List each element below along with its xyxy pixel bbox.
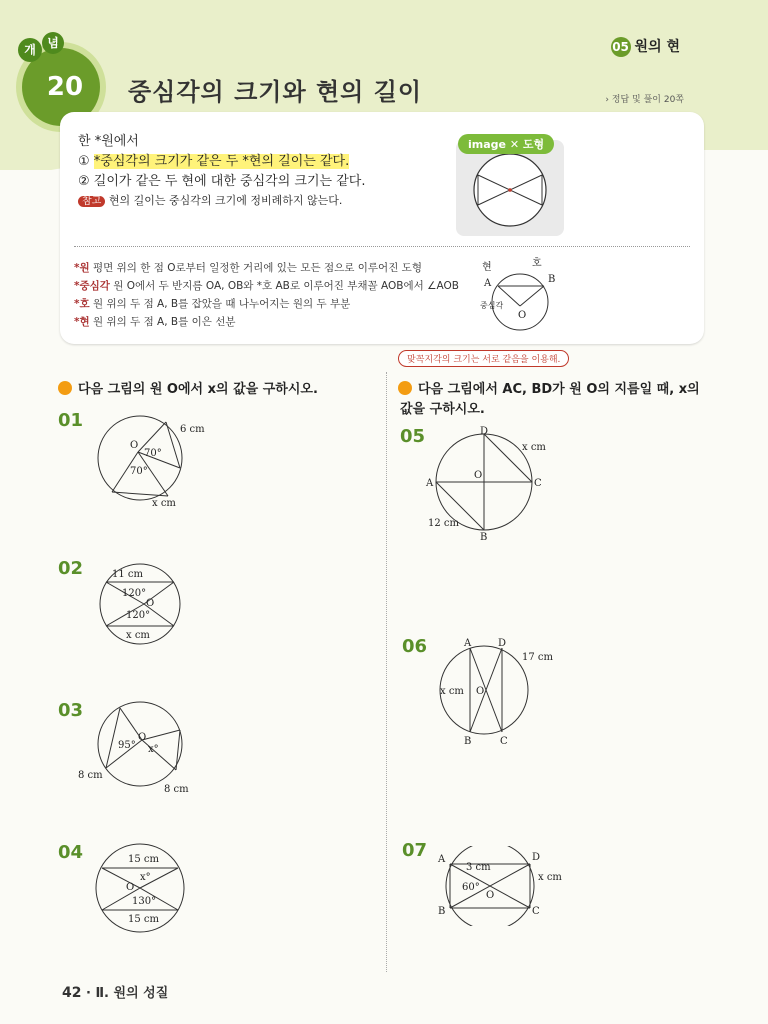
label: 6 cm: [180, 424, 205, 435]
label: x cm: [440, 686, 464, 697]
problem-number: 06: [402, 636, 428, 657]
page-footer: [62, 982, 168, 1001]
section-label: [611, 36, 680, 57]
label: 15 cm: [128, 914, 159, 925]
definition-text: 원 위의 두 점 A, B를 이은 선분: [92, 316, 236, 328]
instruction-text: 다음 그림에서 AC, BD가 원 O의 지름일 때, x의: [418, 382, 700, 397]
label-chord: 현: [482, 262, 492, 273]
label: A: [426, 478, 434, 489]
label: x cm: [538, 872, 562, 883]
label: 120°: [126, 610, 151, 621]
label: B: [480, 532, 488, 542]
problem-number: 05: [400, 426, 426, 447]
label: 70°: [130, 466, 148, 477]
rule-1-marker: ①: [78, 154, 90, 169]
label: A: [464, 638, 472, 649]
concept-box: [60, 112, 704, 344]
label: 70°: [144, 448, 162, 459]
rule-2: ② 길이가 같은 두 현에 대한 중심각의 크기는 같다.: [78, 174, 366, 189]
label-o: O: [518, 310, 527, 321]
label: x°: [148, 744, 159, 755]
problem-number: 04: [58, 842, 84, 863]
label: O: [130, 440, 139, 451]
definition-central-angle: [74, 278, 459, 293]
label: x cm: [152, 498, 176, 509]
left-instruction: [58, 378, 318, 397]
label: D: [498, 638, 507, 649]
label: 130°: [132, 896, 157, 907]
label: x cm: [522, 442, 546, 453]
problem-01-figure: [88, 410, 218, 510]
definition-arc: [74, 296, 350, 311]
rule-1-text: *중심각의 크기가 같은 두 *현의 길이는 같다.: [93, 154, 350, 169]
definition-chord: [74, 314, 236, 329]
term: *현: [74, 316, 90, 328]
label: 8 cm: [164, 784, 189, 795]
problem-06-figure: [436, 636, 566, 748]
term: *중심각: [74, 280, 110, 292]
badge-char-1: 개: [18, 38, 42, 62]
problem-02-figure: [88, 560, 198, 650]
label: C: [534, 478, 542, 489]
image-diagram: [456, 140, 564, 236]
problem-03-figure: [76, 700, 196, 800]
label: B: [438, 906, 446, 917]
column-divider: [386, 372, 387, 972]
note-text: 현의 길이는 중심각의 크기에 정비례하지 않는다.: [108, 194, 343, 207]
right-instruction-cont: 값을 구하시오.: [400, 402, 485, 417]
problem-07-figure: [432, 846, 572, 926]
label: D: [480, 426, 489, 437]
section-number: 05: [611, 37, 631, 57]
image-tag: image ✕ 도형: [458, 134, 554, 154]
label: 17 cm: [522, 652, 553, 663]
label-arc: 호: [532, 258, 542, 269]
badge-char-2: 념: [42, 32, 64, 54]
label-b: B: [548, 274, 556, 285]
label: 11 cm: [112, 569, 143, 580]
definition-text: 원 O에서 두 반지름 OA, OB와 *호 AB로 이루어진 부채꼴 AOB에서 ∠AOB: [113, 280, 460, 292]
problem-number: 03: [58, 700, 84, 721]
definition-text: 평면 위의 한 점 O로부터 일정한 거리에 있는 모든 점으로 이루어진 도형: [92, 262, 422, 274]
orange-bullet: [398, 381, 412, 395]
orange-bullet: [58, 381, 72, 395]
label: O: [126, 882, 135, 893]
term: *원: [74, 262, 90, 274]
label: 120°: [122, 588, 147, 599]
divider-line: [74, 246, 690, 247]
problem-number: 07: [402, 840, 428, 861]
chord-arc-diagram: [476, 252, 568, 336]
label-a: A: [484, 278, 492, 289]
concept-intro: 한 *원에서: [78, 134, 139, 149]
label: 95°: [118, 740, 136, 751]
image-panel: [456, 140, 564, 236]
term: *호: [74, 298, 90, 310]
right-instruction: [398, 378, 700, 397]
label: 15 cm: [128, 854, 159, 865]
chapter-label: · Ⅱ. 원의 성질: [86, 986, 169, 1001]
hint-pill: 맞꼭지각의 크기는 서로 같음을 이용해.: [398, 350, 569, 367]
answer-reference: › 정답 및 풀이 20쪽: [605, 95, 684, 105]
definition-circle: [74, 260, 422, 275]
problem-number: 02: [58, 558, 84, 579]
label: 8 cm: [78, 770, 103, 781]
label: 60°: [462, 882, 480, 893]
label: D: [532, 852, 541, 863]
label: C: [500, 736, 508, 747]
label: O: [138, 732, 147, 743]
note: [78, 192, 342, 208]
label-central-angle: 중심각: [480, 301, 504, 310]
label: O: [146, 598, 155, 609]
label: 3 cm: [466, 862, 491, 873]
label: 12 cm: [428, 518, 459, 529]
section-text: 원의 현: [634, 39, 680, 55]
problem-05-figure: [422, 424, 562, 542]
label: C: [532, 906, 540, 917]
label: B: [464, 736, 472, 747]
label: O: [486, 890, 495, 901]
page-number: 42: [62, 985, 82, 1001]
note-label: 참고: [78, 196, 105, 207]
definition-text: 원 위의 두 점 A, B를 잡았을 때 나누어지는 원의 두 부분: [92, 298, 351, 310]
problem-number: 01: [58, 410, 84, 431]
concept-number: 20: [46, 72, 84, 102]
instruction-text: 다음 그림의 원 O에서 x의 값을 구하시오.: [78, 382, 318, 397]
page-title: 중심각의 크기와 현의 길이: [128, 78, 423, 106]
label: x°: [140, 872, 151, 883]
problem-04-figure: [88, 842, 198, 938]
label: O: [474, 470, 483, 481]
label: x cm: [126, 630, 150, 641]
label: A: [438, 854, 446, 865]
label: O: [476, 686, 485, 697]
rule-1: [78, 150, 349, 169]
